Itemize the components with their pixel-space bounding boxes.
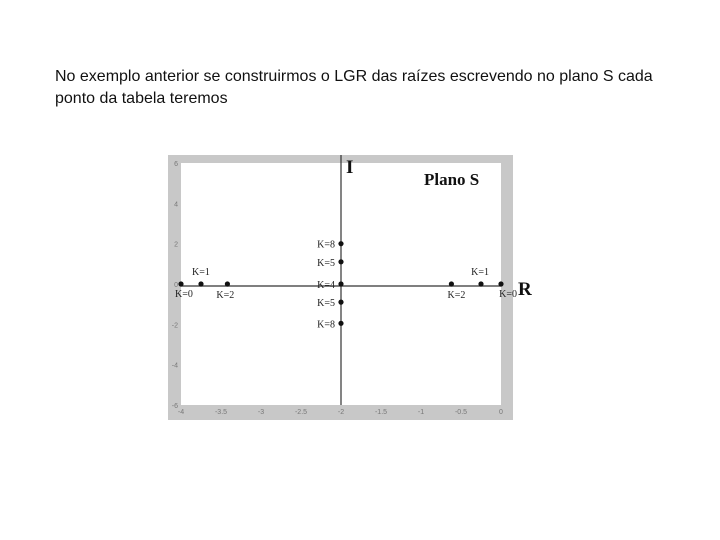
- y-tick-label: -6: [171, 403, 178, 410]
- x-tick-label: -3: [257, 409, 265, 416]
- y-tick-label: -2: [171, 322, 178, 330]
- x-tick-label: -2.5: [294, 409, 308, 416]
- y-tick-label: 2: [174, 241, 178, 249]
- k-label: K=0: [175, 289, 193, 300]
- x-axis-label: R: [518, 279, 532, 300]
- chart-title: Plano S: [424, 170, 480, 189]
- x-tick-label: -4: [177, 409, 185, 416]
- root-point: [338, 321, 343, 326]
- x-axis-label-svg: [513, 270, 543, 300]
- k-label: K=5: [317, 257, 335, 269]
- x-tick-label: -1: [417, 409, 425, 416]
- k-label: K=8: [317, 239, 335, 251]
- root-point: [338, 259, 343, 264]
- root-point: [198, 281, 203, 286]
- y-axis-label: I: [346, 157, 354, 178]
- root-point: [338, 281, 343, 286]
- k-label: K=1: [471, 267, 489, 278]
- y-tick-label: 4: [174, 201, 178, 209]
- k-label: K=8: [317, 319, 335, 331]
- root-point: [449, 281, 454, 286]
- root-point: [178, 281, 183, 286]
- root-point: [338, 300, 343, 305]
- k-label: K=5: [317, 298, 335, 310]
- x-tick-label: -2: [337, 409, 345, 416]
- root-point: [338, 241, 343, 246]
- y-tick-label: -4: [171, 362, 178, 370]
- root-point: [225, 281, 230, 286]
- k-label: K=0: [499, 289, 517, 300]
- x-tick-label: -0.5: [454, 409, 468, 416]
- x-tick-label: -3.5: [214, 409, 228, 416]
- k-label: K=4: [317, 280, 335, 291]
- k-label: K=1: [192, 267, 210, 278]
- root-locus-chart: [168, 155, 517, 420]
- y-tick-label: 6: [174, 161, 178, 168]
- root-locus-figure: [168, 155, 532, 420]
- root-point: [478, 281, 483, 286]
- x-tick-label: 0: [499, 409, 503, 416]
- root-point: [498, 281, 503, 286]
- x-tick-labels: [178, 409, 503, 416]
- slide-text: No exemplo anterior se construirmos o LGR das raízes escrevendo no plano S cada ponto da tabela teremos: [55, 68, 653, 107]
- k-label: K=2: [447, 290, 466, 301]
- x-tick-label: -1.5: [374, 409, 388, 416]
- k-label: K=2: [216, 290, 235, 301]
- y-tick-label: 0: [174, 282, 178, 289]
